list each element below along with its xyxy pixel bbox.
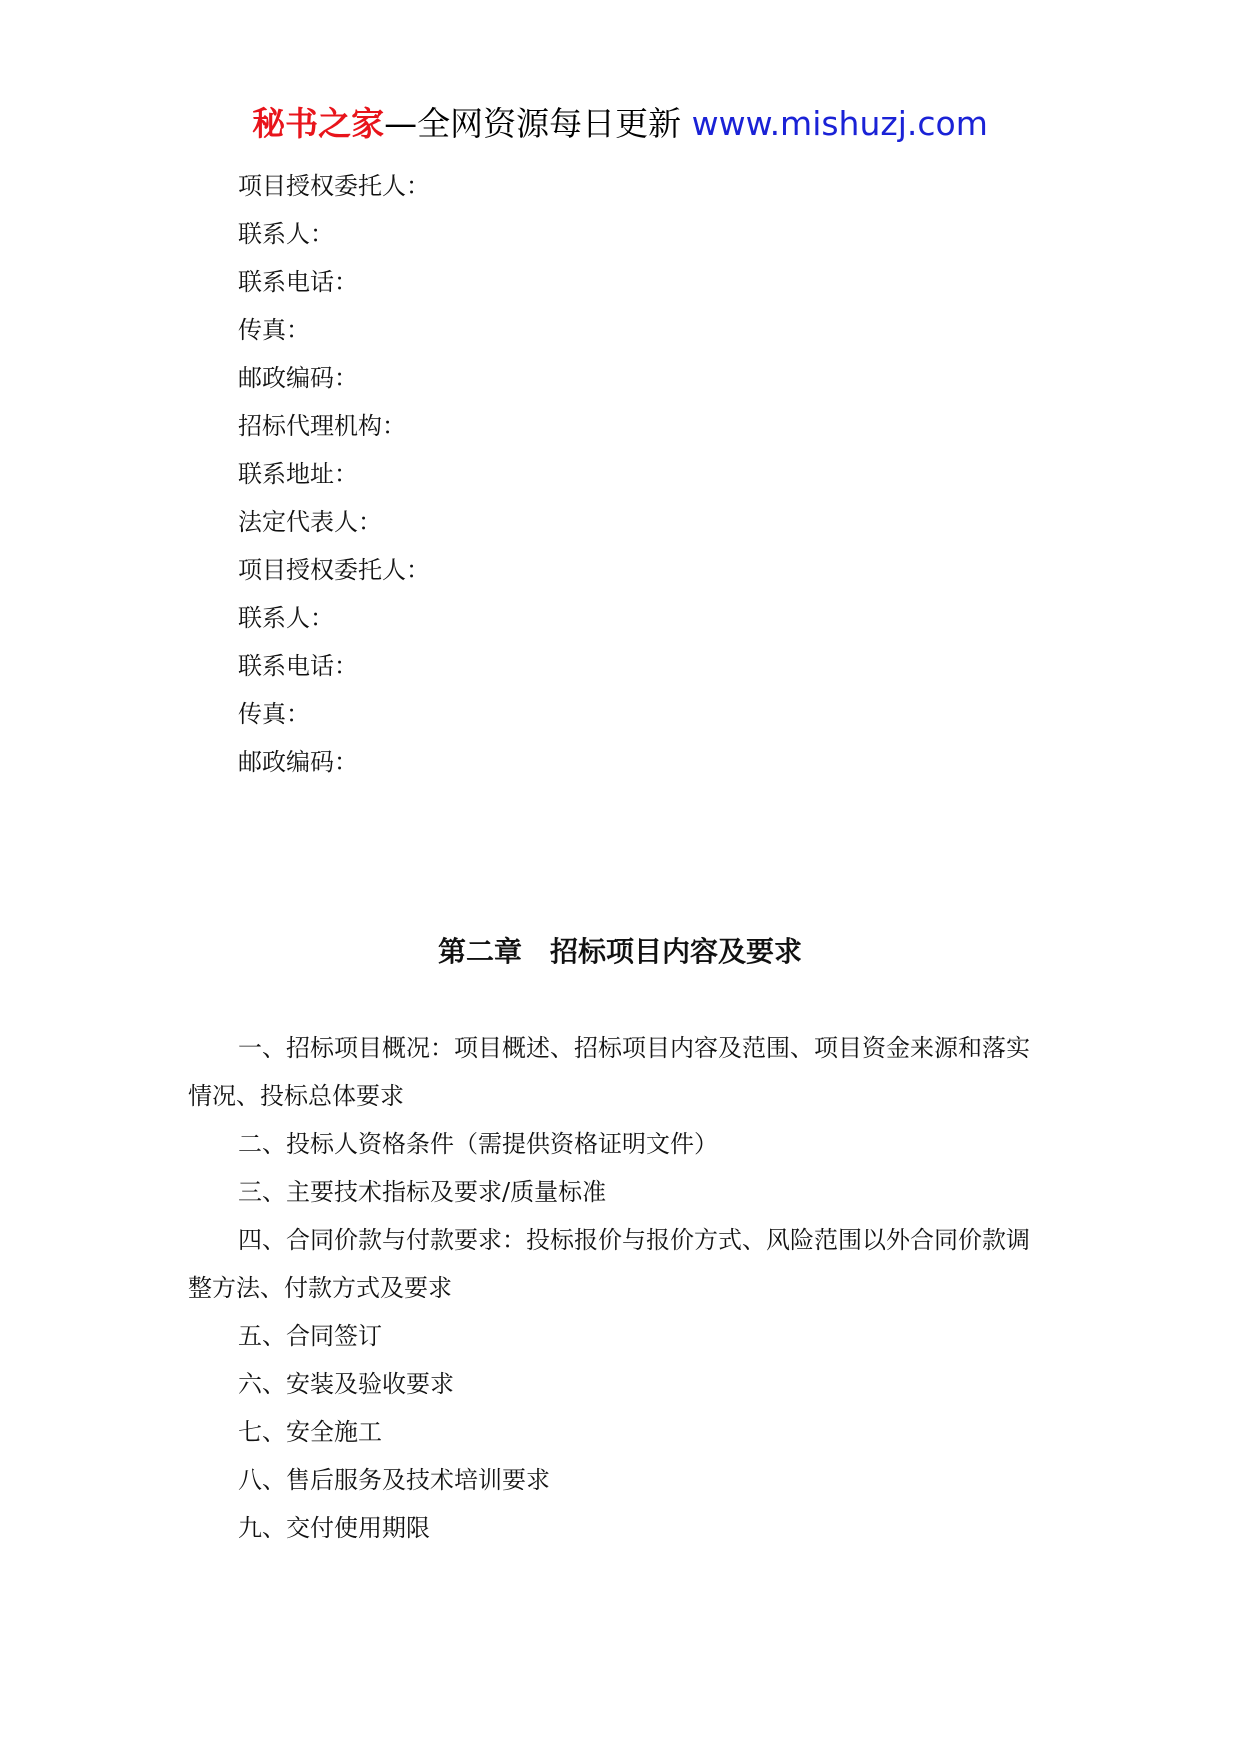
section-item: 七、安全施工 [238, 1418, 382, 1446]
field-label: 项目授权委托人： [238, 556, 430, 584]
section-item: 五、合同签订 [238, 1322, 382, 1350]
section-item: 八、售后服务及技术培训要求 [238, 1466, 550, 1494]
field-label: 传真： [238, 700, 310, 728]
field-label: 联系人： [238, 604, 334, 632]
field-label: 招标代理机构： [238, 412, 406, 440]
brand-name: 秘书之家 [252, 104, 385, 143]
field-label: 联系电话： [238, 652, 358, 680]
field-label: 传真： [238, 316, 310, 344]
contact-field-list [238, 162, 430, 786]
site-header [0, 102, 1240, 146]
field-label: 法定代表人： [238, 508, 382, 536]
field-label: 联系人： [238, 220, 334, 248]
section-item: 九、交付使用期限 [238, 1514, 430, 1542]
section-item: 一、招标项目概况：项目概述、招标项目内容及范围、项目资金来源和落实情况、投标总体要求 [188, 1034, 1030, 1110]
section-list [188, 1024, 1053, 1552]
header-slogan: —全网资源每日更新 [384, 104, 692, 143]
section-item: 三、主要技术指标及要求/质量标准 [238, 1178, 607, 1206]
field-label: 邮政编码： [238, 748, 358, 776]
section-item: 二、投标人资格条件（需提供资格证明文件） [238, 1130, 718, 1158]
site-url-link[interactable]: www.mishuzj.com [691, 104, 988, 143]
field-label: 联系地址： [238, 460, 358, 488]
field-label: 项目授权委托人： [238, 172, 430, 200]
field-label: 联系电话： [238, 268, 358, 296]
section-item: 四、合同价款与付款要求：投标报价与报价方式、风险范围以外合同价款调整方法、付款方式及要求 [188, 1226, 1030, 1302]
chapter-title: 第二章 招标项目内容及要求 [437, 935, 802, 968]
section-item: 六、安装及验收要求 [238, 1370, 454, 1398]
field-label: 邮政编码： [238, 364, 358, 392]
